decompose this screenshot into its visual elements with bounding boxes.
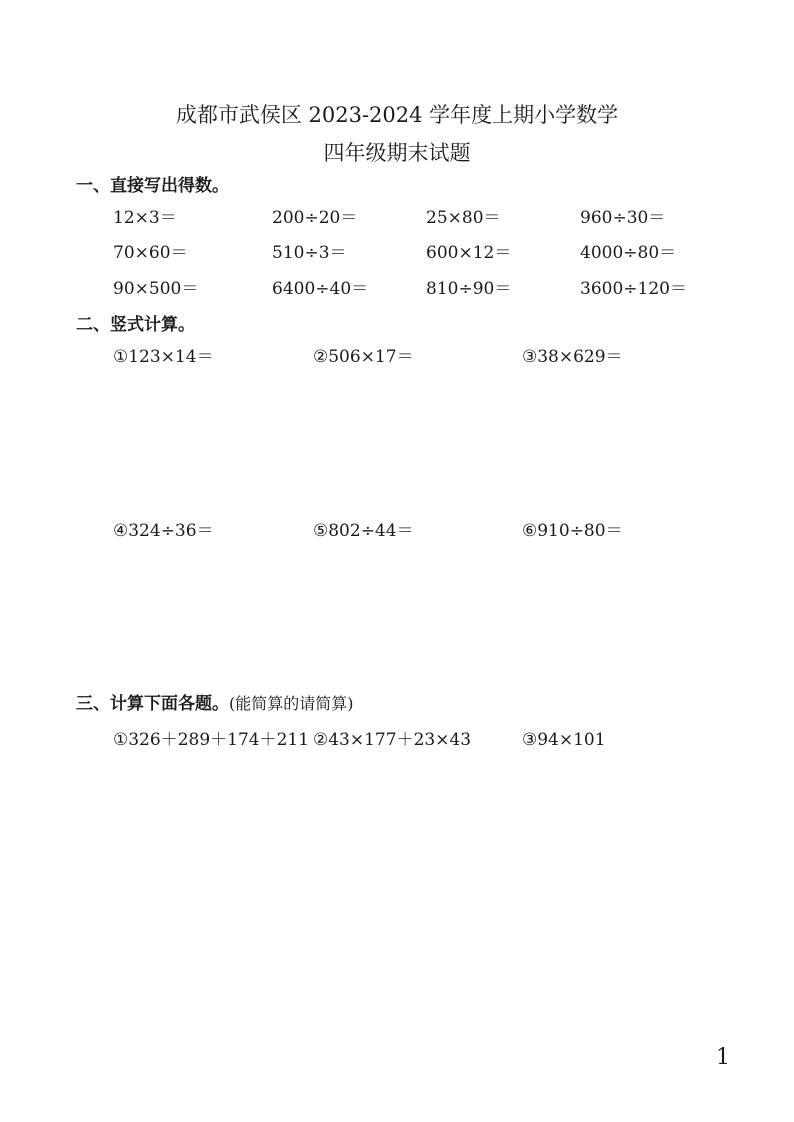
oral-problem: 600×12＝ [426, 243, 512, 263]
oral-problem: 70×60＝ [113, 243, 188, 263]
calculation-problem: ①326＋289＋174＋211 [113, 730, 310, 750]
oral-problem: 90×500＝ [113, 279, 199, 299]
oral-problem: 25×80＝ [426, 208, 501, 228]
oral-problem: 510÷3＝ [272, 243, 347, 263]
section-3-heading-text: 三、计算下面各题。 [76, 694, 229, 714]
vertical-problem: ①123×14＝ [113, 347, 214, 367]
section-3-heading [76, 692, 354, 716]
oral-problem: 12×3＝ [113, 208, 177, 228]
calculation-problem: ②43×177＋23×43 [313, 730, 472, 750]
section-2-row-1 [0, 344, 794, 370]
oral-problem: 200÷20＝ [272, 208, 358, 228]
oral-problem: 6400÷40＝ [272, 279, 369, 299]
exam-subtitle: 四年级期末试题 [323, 141, 471, 165]
oral-problem: 4000÷80＝ [580, 243, 677, 263]
vertical-problem: ③38×629＝ [522, 347, 623, 367]
section-3-row [0, 727, 794, 753]
section-1-row-3 [0, 276, 794, 302]
oral-problem: 3600÷120＝ [580, 279, 687, 299]
section-1-row-1 [0, 205, 794, 231]
page-number: 1 [716, 1045, 730, 1070]
vertical-problem: ④324÷36＝ [113, 521, 214, 541]
section-3-note: (能简算的请简算) [229, 694, 354, 713]
section-1-heading: 一、直接写出得数。 [76, 176, 229, 196]
section-2-row-2 [0, 518, 794, 544]
oral-problem: 960÷30＝ [580, 208, 666, 228]
section-1-row-2 [0, 240, 794, 266]
oral-problem: 810÷90＝ [426, 279, 512, 299]
calculation-problem: ③94×101 [522, 730, 606, 750]
section-2-heading: 二、竖式计算。 [76, 315, 195, 335]
exam-title: 成都市武侯区 2023-2024 学年度上期小学数学 [175, 103, 619, 127]
vertical-problem: ⑥910÷80＝ [522, 521, 623, 541]
vertical-problem: ②506×17＝ [313, 347, 414, 367]
vertical-problem: ⑤802÷44＝ [313, 521, 414, 541]
